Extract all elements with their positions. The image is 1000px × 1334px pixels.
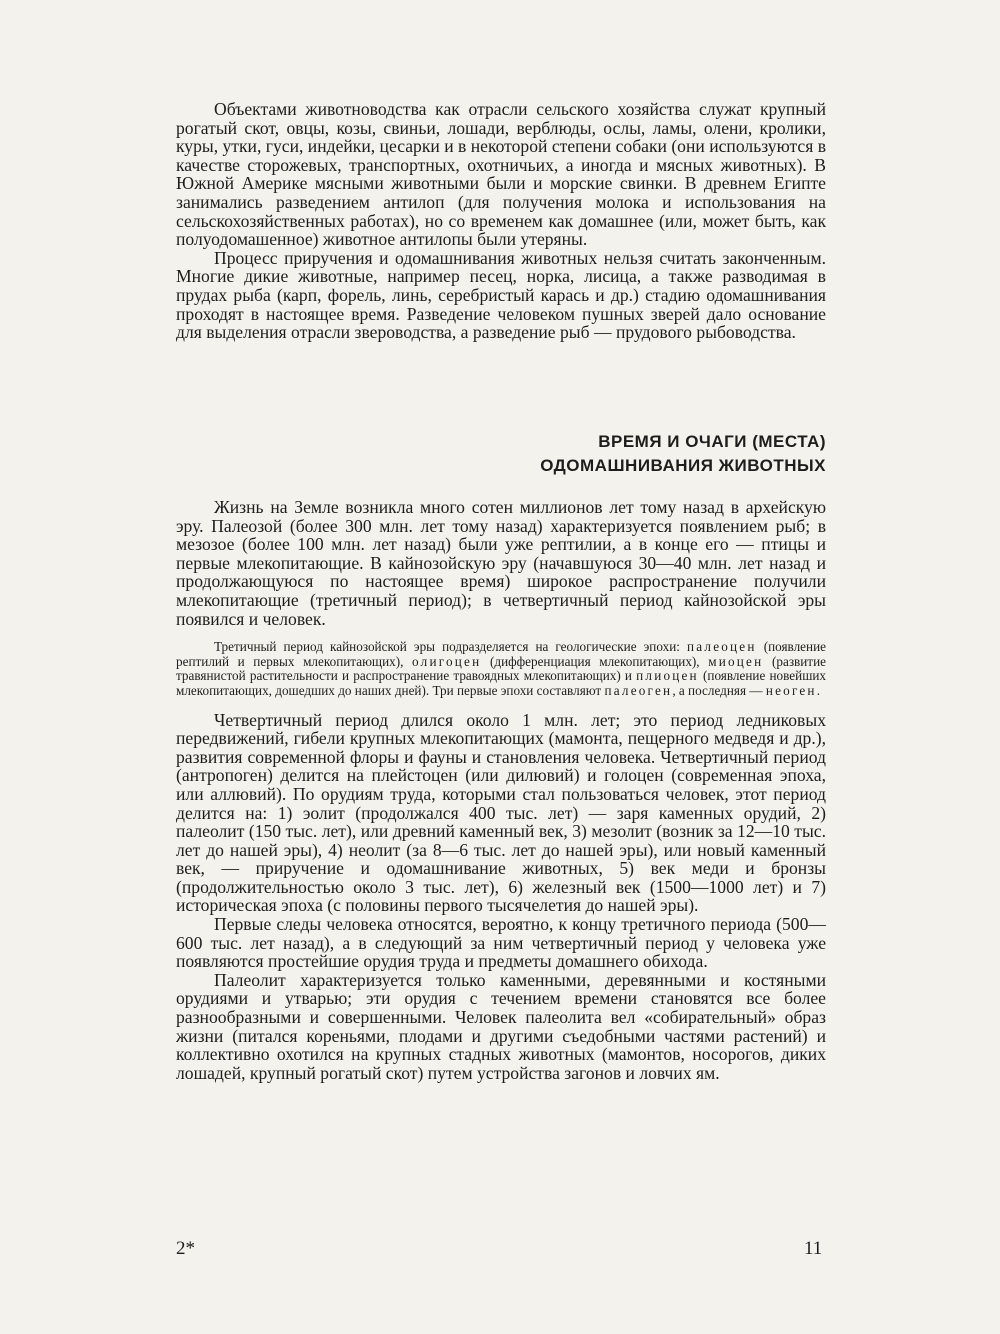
- heading-line-1: ВРЕМЯ И ОЧАГИ (МЕСТА): [598, 432, 826, 451]
- paragraph-domestication-process: Процесс приручения и одомашнивания животных нельзя считать законченным. Многие дикие животные, например песец, норка, лисица, а также разводимая в прудах рыба (карп, форель, линь, серебристый карась и др.) стадию одомашнивания проходят в настоящее время. Разведение человеком пушных зверей дало основание для выделения отрасли звероводства, а разведение рыб — прудового рыбоводства.: [176, 247, 826, 343]
- intro-section: [176, 100, 826, 342]
- section-heading: [176, 430, 826, 478]
- paragraph-paleolithic: Палеолит характеризуется только каменными, деревянными и костяными орудиями и утварью; эти орудия с течением времени становятся все более разнообразными и совершенными. Человек палеолита вел «собирательный» образ жизни (питался кореньями, плодами и другими съедобными частями растений) и коллективно охотился на крупных стадных животных (мамонтов, носорогов, диких лошадей, крупный рогатый скот) путем устройства загонов и ловчих ям.: [176, 969, 826, 1083]
- main-section: [176, 498, 826, 1082]
- paragraph-quaternary-period: Четвертичный период длился около 1 млн. лет; это период ледниковых передвижений, гибели крупных млекопитающих (мамонта, пещерного медведя и др.), развития современной флоры и фауны и становления человека. Четвертичный период (антропоген) делится на плейстоцен (или дилювий) и голоцен (современная эпоха, или аллювий). По орудиям труда, которыми стал пользоваться человек, этот период делится на: 1) эолит (продолжался 400 тыс. лет) — заря каменных орудий, 2) палеолит (150 тыс. лет), или древний каменный век, 3) мезолит (возник за 12—10 тыс. лет до нашей эры), 4) неолит (за 8—6 тыс. лет до нашей эры), или новый каменный век, — приручение и одомашнивание животных, 5) век меди и бронзы (продолжительностью около 3 тыс. лет), 6) железный век (1500—1000 лет) и 7) историческая эпоха (с половины первого тысячелетия до нашей эры).: [176, 709, 826, 916]
- paragraph-life-on-earth: Жизнь на Земле возникла много сотен миллионов лет тому назад в архейскую эру. Палеозой (более 300 млн. лет тому назад) характеризуется появлением рыб; в мезозое (более 100 млн. лет назад) были уже рептилии, а в конце его — птицы и первые млекопитающие. В кайнозойскую эру (начавшуюся 30—40 млн. лет назад и продолжающуюся по настоящее время) широкое распространение получили млекопитающие (третичный период); в четвертичный период кайнозойской эры появился и человек.: [176, 497, 826, 629]
- heading-line-2: ОДОМАШНИВАНИЯ ЖИВОТНЫХ: [540, 456, 826, 475]
- paragraph-first-human-traces: Первые следы человека относятся, вероятно, к концу третичного периода (500—600 тыс. лет назад), а в следующий за ним четвертичный период у человека уже появляются простейшие орудия труда и предметы домашнего обихода.: [176, 914, 826, 972]
- footnote-tertiary-epochs: Третичный период кайнозойской эры подразделяется на геологические эпохи: палеоцен (появление рептилий и первых млекопитающих), олигоцен (дифференциация млекопитающих), миоцен (развитие травянистой растительности и распространение травоядных млекопитающих) и плиоцен (появление новейших млекопитающих, дошедших до наших дней). Три первые эпохи составляют палеоген, а последняя — неоген.: [176, 639, 827, 698]
- page-number: 11: [804, 1238, 823, 1259]
- paragraph-livestock-objects: Объектами животноводства как отрасли сельского хозяйства служат крупный рогатый скот, овцы, козы, свиньи, лошади, верблюды, ослы, ламы, олени, кролики, куры, утки, гуси, индейки, цесарки и в некоторой степени собаки (они используются в качестве сторожевых, транспортных, охотничьих, а иногда и мясных животных). В Южной Америке мясными животными были и морские свинки. В древнем Египте занимались разведением антилоп (для получения молока и использования на сельскохозяйственных работах), но со временем как домашнее (или, может быть, как полуодомашенное) животное антилопы были утеряны.: [176, 99, 827, 250]
- signature-mark: 2*: [176, 1238, 195, 1259]
